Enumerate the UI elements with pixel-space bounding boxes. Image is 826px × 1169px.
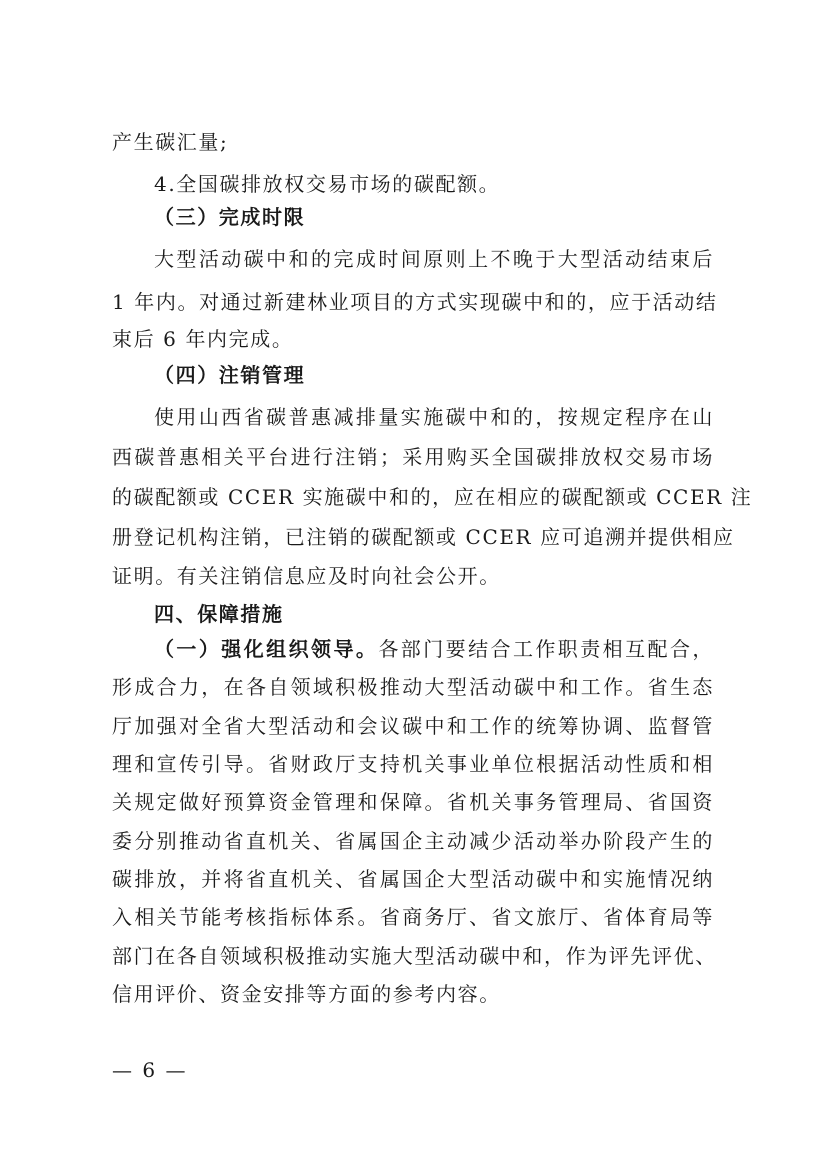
body-line: 厅加强对全省大型活动和会议碳中和工作的统筹协调、监督管 [112, 714, 714, 738]
body-line: 理和宣传引导。省财政厅支持机关事业单位根据活动性质和相 [112, 752, 714, 776]
body-line: 信用评价、资金安排等方面的参考内容。 [112, 982, 501, 1006]
body-line: 入相关节能考核指标体系。省商务厅、省文旅厅、省体育局等 [112, 905, 714, 929]
list-item: 4.全国碳排放权交易市场的碳配额。 [154, 172, 501, 196]
section-heading: （三）完成时限 [154, 205, 306, 229]
body-line: 册登记机构注销，已注销的碳配额或 CCER 应可追溯并提供相应 [112, 525, 735, 549]
body-line: 证明。有关注销信息应及时向社会公开。 [112, 564, 501, 588]
chapter-heading: 四、保障措施 [154, 602, 284, 626]
body-line: 西碳普惠相关平台进行注销；采用购买全国碳排放权交易市场 [112, 445, 714, 469]
body-line: 形成合力，在各自领域积极推动大型活动碳中和工作。省生态 [112, 675, 714, 699]
body-line: 大型活动碳中和的完成时间原则上不晚于大型活动结束后 [154, 247, 714, 271]
inline-bold-heading: （一）强化组织领导。 [154, 637, 379, 661]
body-text: 各部门要结合工作职责相互配合， [378, 637, 715, 661]
page-number: — 6 — [112, 1058, 188, 1082]
body-line: 关规定做好预算资金管理和保障。省机关事务管理局、省国资 [112, 790, 714, 814]
body-line: 束后 6 年内完成。 [112, 327, 294, 351]
body-line: 1 年内。对通过新建林业项目的方式实现碳中和的，应于活动结 [112, 290, 718, 314]
body-line: 产生碳汇量; [112, 130, 229, 154]
body-line: 碳排放，并将省直机关、省属国企大型活动碳中和实施情况纳 [112, 867, 714, 891]
body-line: 使用山西省碳普惠减排量实施碳中和的，按规定程序在山 [154, 405, 714, 429]
body-line: 的碳配额或 CCER 实施碳中和的，应在相应的碳配额或 CCER 注 [112, 485, 753, 509]
body-line [154, 633, 714, 665]
section-heading: （四）注销管理 [154, 363, 306, 387]
body-line: 部门在各自领域积极推动实施大型活动碳中和，作为评先评优、 [112, 944, 717, 968]
body-line: 委分别推动省直机关、省属国企主动减少活动举办阶段产生的 [112, 829, 714, 853]
